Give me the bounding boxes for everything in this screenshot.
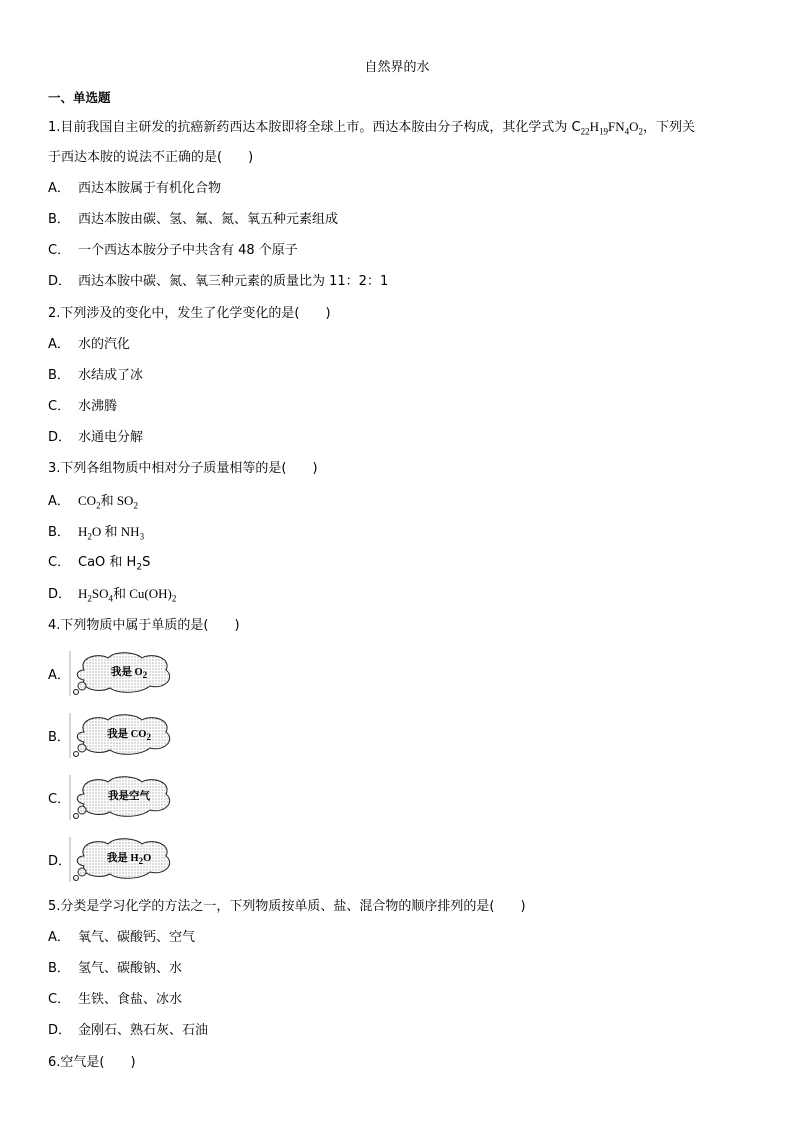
q1-stem-line1: 1.目前我国自主研发的抗癌新药西达本胺即将全球上市。西达本胺由分子构成，其化学式为 $C_{22}H_{19}FN_4O_2$，下列关 bbox=[48, 119, 696, 137]
q4-option-b[interactable]: B． 我是 $CO_2$ bbox=[48, 712, 188, 772]
q5-option-b[interactable]: B． 氢气、碳酸钠、水 bbox=[48, 961, 183, 976]
q6-stem: 6.空气是( ) bbox=[48, 1055, 136, 1070]
q4-stem: 4.下列物质中属于单质的是( ) bbox=[48, 618, 240, 633]
q2-option-c[interactable]: C． 水沸腾 bbox=[48, 399, 118, 414]
q1-option-c[interactable]: C． 一个西达本胺分子中共含有 48 个原子 bbox=[48, 243, 298, 258]
q3-option-d[interactable]: D． $H_2SO_4$和 $Cu(OH)_2$ bbox=[48, 586, 177, 604]
q5-stem: 5.分类是学习化学的方法之一，下列物质按单质、盐、混合物的顺序排列的是( ) bbox=[48, 899, 526, 914]
cloud-label: 我是 $O_2$ bbox=[110, 667, 148, 681]
cloud-label: 我是 $H_2O$ bbox=[106, 853, 152, 867]
q2-option-d[interactable]: D． 水通电分解 bbox=[48, 430, 144, 445]
q2-option-b[interactable]: B． 水结成了冰 bbox=[48, 368, 144, 383]
q3-option-b[interactable]: B． $H_2O$ 和 $NH_3$ bbox=[48, 524, 145, 542]
q3-option-c[interactable]: C． CaO 和 $H_2S$ bbox=[48, 555, 151, 573]
q1-option-d[interactable]: D． 西达本胺中碳、氮、氧三种元素的质量比为 11：2：1 bbox=[48, 274, 389, 289]
q1-stem-line2: 于西达本胺的说法不正确的是( ) bbox=[48, 150, 254, 165]
q5-option-a[interactable]: A． 氧气、碳酸钙、空气 bbox=[48, 930, 196, 945]
q3-option-a[interactable]: A． $CO_2$和 $SO_2$ bbox=[48, 493, 138, 511]
cloud-label: 我是 $CO_2$ bbox=[107, 729, 151, 743]
q1-option-b[interactable]: B． 西达本胺由碳、氢、氟、氮、氧五种元素组成 bbox=[48, 212, 339, 227]
q1-option-a[interactable]: A． 西达本胺属于有机化合物 bbox=[48, 181, 222, 196]
q4-option-c[interactable]: C． 我是空气 bbox=[48, 774, 188, 834]
q3-stem: 3.下列各组物质中相对分子质量相等的是( ) bbox=[48, 461, 318, 476]
q4-option-d[interactable]: D． 我是 $H_2O$ bbox=[48, 836, 188, 896]
q5-option-d[interactable]: D． 金刚石、熟石灰、石油 bbox=[48, 1023, 209, 1038]
q5-option-c[interactable]: C． 生铁、食盐、冰水 bbox=[48, 992, 183, 1007]
section-heading: 一、单选题 bbox=[48, 90, 111, 105]
q2-stem: 2.下列涉及的变化中，发生了化学变化的是( ) bbox=[48, 306, 331, 321]
q4-option-a[interactable]: A． 我是 $O_2$ bbox=[48, 650, 188, 710]
page-title: 自然界的水 bbox=[364, 60, 430, 75]
cloud-label: 我是空气 bbox=[108, 791, 150, 802]
q2-option-a[interactable]: A． 水的汽化 bbox=[48, 337, 131, 352]
